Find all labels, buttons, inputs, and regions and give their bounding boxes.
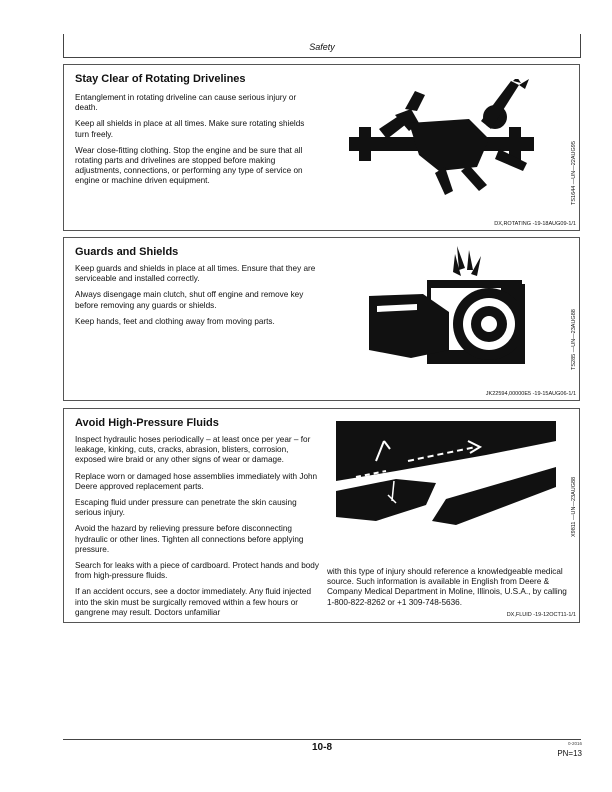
- running-header: Safety: [309, 42, 335, 52]
- header-divider: [63, 57, 581, 58]
- section-body: [75, 435, 321, 624]
- paragraph: Entanglement in rotating driveline can cause serious injury or death.: [75, 93, 297, 113]
- section-body: [75, 264, 320, 333]
- paragraph: Wear close-fitting clothing. Stop the engine and be sure that all rotating parts and drivelines are stopped before making adjustments, connections, or performing any type of service on engine or machine driven equipment.: [75, 145, 303, 186]
- page-number: 10-8: [311, 742, 332, 753]
- paragraph: Replace worn or damaged hose assemblies immediately with John Deere approved replacement parts.: [75, 471, 318, 491]
- paragraph: Avoid the hazard by relieving pressure before disconnecting hydraulic or other lines. Tighten all connections before applying pressure.: [75, 524, 304, 554]
- paragraph: Search for leaks with a piece of cardboard. Protect hands and body from high-pressure fluids.: [75, 561, 319, 581]
- paragraph: Keep guards and shields in place at all times. Ensure that they are serviceable and installed correctly.: [75, 264, 316, 284]
- reference-code: JK22594,00000E5 -19-15AUG06-1/1: [485, 391, 576, 397]
- reference-code: DX,ROTATING -19-18AUG09-1/1: [494, 221, 576, 227]
- section-guards-shields: [63, 237, 580, 401]
- section-title: Avoid High-Pressure Fluids: [75, 417, 219, 429]
- paragraph: Keep all shields in place at all times. Make sure rotating shields turn freely.: [75, 119, 305, 139]
- section-title: Guards and Shields: [75, 246, 179, 258]
- section-body: [75, 93, 315, 193]
- section-high-pressure-fluids: [63, 408, 580, 623]
- continued-body: [327, 567, 567, 614]
- paragraph: with this type of injury should reference a knowledgeable medical source. Such information is available in English from Deere & Company Medical Department in Moline, Illinois, U.S.A., by calling 1-800-822-8262 or +1 309-748-5636.: [327, 567, 567, 607]
- reference-code: DX,FLUID -19-12OCT11-1/1: [506, 612, 576, 618]
- figure-code: TS1644 —UN—22AUG95: [571, 141, 577, 205]
- belt-entanglement-hazard-icon: [369, 246, 554, 366]
- figure-code: TS285 —UN—23AUG88: [571, 309, 577, 370]
- pn-label: PN=13: [557, 749, 582, 758]
- section-rotating-drivelines: [63, 64, 580, 231]
- paragraph: Keep hands, feet and clothing away from moving parts.: [75, 316, 275, 326]
- figure-code: X9811 —UN—23AUG88: [571, 476, 577, 537]
- high-pressure-fluid-hazard-icon: [336, 421, 556, 531]
- footer-divider: [63, 739, 581, 740]
- footer-code: 0-2016: [567, 741, 582, 746]
- paragraph: If an accident occurs, see a doctor immediately. Any fluid injected into the skin must be surgically removed within a few hours or gangrene may result. Doctors unfamiliar: [75, 587, 312, 617]
- paragraph: Inspect hydraulic hoses periodically – at least once per year – for leakage, kinking, cuts, cracks, abrasion, blisters, corrosion, exposed wire braid or any other signs of wear or damage.: [75, 435, 311, 465]
- rotating-driveline-hazard-icon: [349, 79, 534, 199]
- section-title: Stay Clear of Rotating Drivelines: [75, 73, 246, 85]
- paragraph: Escaping fluid under pressure can penetrate the skin causing serious injury.: [75, 498, 297, 518]
- paragraph: Always disengage main clutch, shut off engine and remove key before removing any guards or shields.: [75, 290, 304, 310]
